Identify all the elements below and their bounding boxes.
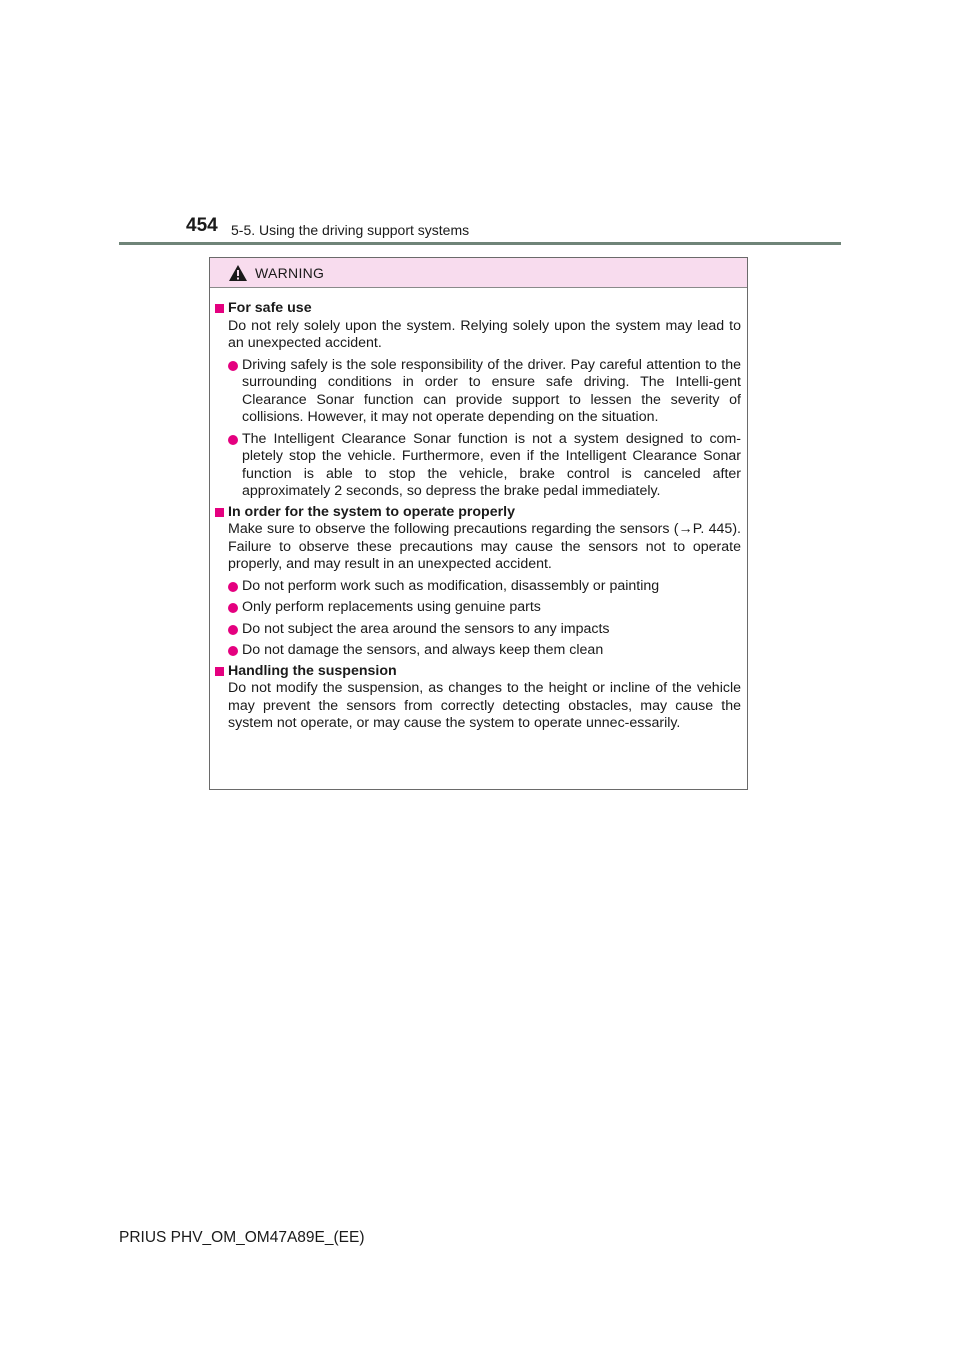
circle-bullet-icon [228,646,238,656]
list-item: Do not subject the area around the sensors to any impacts [215,621,741,639]
list-item: Driving safely is the sole responsibility of the driver. Pay careful attention to the surrounding conditions in order to ensure safe driving. The Intelli-gent Clearance Sonar function can provide support to lessen the severity of collisions. However, it may not operate depending on the situation. [215,357,741,427]
circle-bullet-icon [228,361,238,371]
section-safe-use [215,300,741,501]
circle-bullet-icon [228,625,238,635]
section-heading: Handling the suspension [215,663,741,681]
circle-bullet-icon [228,435,238,445]
warning-header [210,258,747,288]
warning-box [209,257,748,790]
warning-body [210,288,747,733]
list-item: Do not perform work such as modification, disassembly or painting [215,578,741,596]
square-bullet-icon [215,508,224,517]
section-text: Do not rely solely upon the system. Relying solely upon the system may lead to an unexpected accident. [228,317,741,351]
list-item: Do not damage the sensors, and always keep them clean [215,642,741,660]
chapter-title: 5-5. Using the driving support systems [231,222,470,238]
header-divider [119,242,841,245]
section-operate-properly [215,504,741,660]
section-heading: For safe use [215,300,741,318]
circle-bullet-icon [228,603,238,613]
square-bullet-icon [215,667,224,676]
warning-title: WARNING [255,265,325,281]
square-bullet-icon [215,304,224,313]
list-item: Only perform replacements using genuine parts [215,599,741,617]
section-text: Do not modify the suspension, as changes to the height or incline of the vehicle may prevent the sensors from correctly detecting obstacles, may cause the system not operate, or may cause the system to operate unnec-essarily. [228,680,741,731]
section-text: Make sure to observe the following precautions regarding the sensors (→P. 445). Failure to observe these precautions may cause the sensors not to operate properly, and may result in an unexpected accident. [228,521,741,572]
page-number: 454 [186,215,218,236]
warning-triangle-icon [228,264,248,282]
model-code-footer: PRIUS PHV_OM_OM47A89E_(EE) [119,1229,365,1246]
list-item: The Intelligent Clearance Sonar function is not a system designed to com-pletely stop the vehicle. Furthermore, even if the Intelligent Clearance Sonar function is able to stop the vehicle, brake control is canceled after approximately 2 seconds, so depress the brake pedal immediately. [215,431,741,501]
section-suspension [215,663,741,733]
section-heading: In order for the system to operate properly [215,504,741,522]
circle-bullet-icon [228,582,238,592]
